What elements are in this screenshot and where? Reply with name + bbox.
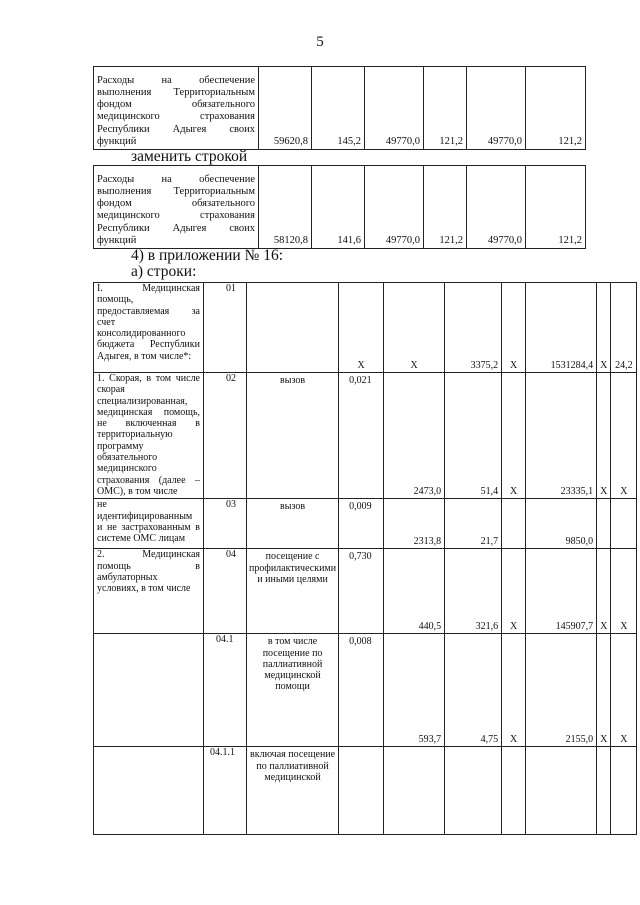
value-cell: X [597, 283, 611, 373]
row-norm [339, 747, 384, 835]
value-cell: 121,2 [424, 67, 467, 150]
row-code: 02 [204, 373, 247, 499]
row-code: 03 [204, 499, 247, 549]
row-description: не идентифицированным и не застрахованным в системе ОМС лицам [94, 499, 204, 549]
row-unit: включая посещение по паллиативной медицинской [247, 747, 339, 835]
value-cell: 9850,0 [526, 499, 597, 549]
table-after [93, 165, 586, 249]
value-cell: X [502, 373, 526, 499]
row-norm: 0,021 [339, 373, 384, 499]
value-cell [597, 747, 611, 835]
value-cell: 2473,0 [384, 373, 445, 499]
value-cell: X [611, 634, 637, 747]
row-description: Расходы на обеспечение выполнения Территориальным фондом обязательного медицинского страхования Республики Адыгея своих функций [94, 67, 259, 150]
value-cell: 49770,0 [467, 166, 526, 249]
row-description: Расходы на обеспечение выполнения Территориальным фондом обязательного медицинского страхования Республики Адыгея своих функций [94, 166, 259, 249]
value-cell: 2313,8 [384, 499, 445, 549]
value-cell: 145907,7 [526, 549, 597, 634]
appendix-table [93, 282, 637, 835]
table-row [94, 283, 637, 373]
row-code: 04.1.1 [204, 747, 247, 835]
value-cell: 1531284,4 [526, 283, 597, 373]
value-cell: 51,4 [445, 373, 502, 499]
value-cell: 440,5 [384, 549, 445, 634]
value-cell [526, 747, 597, 835]
value-cell: X [597, 634, 611, 747]
value-cell: 49770,0 [467, 67, 526, 150]
value-cell: X [502, 283, 526, 373]
row-unit: в том числе посещение по паллиативной медицинской помощи [247, 634, 339, 747]
page-number: 5 [316, 34, 324, 50]
row-norm: 0,008 [339, 634, 384, 747]
row-description: 1. Скорая, в том числе скорая специализированная, медицинская помощь, не включенная в территориальную программу обязательного медицинского страхования (далее – ОМС), в том числе [94, 373, 204, 499]
row-description [94, 634, 204, 747]
value-cell: 4,75 [445, 634, 502, 747]
table-row [94, 499, 637, 549]
row-unit: вызов [247, 373, 339, 499]
value-cell: X [597, 373, 611, 499]
value-cell [597, 499, 611, 549]
value-cell: 141,6 [312, 166, 365, 249]
value-cell: 49770,0 [365, 67, 424, 150]
value-cell [502, 747, 526, 835]
value-cell: 593,7 [384, 634, 445, 747]
table-row [94, 166, 586, 249]
value-cell: 49770,0 [365, 166, 424, 249]
value-cell: 2155,0 [526, 634, 597, 747]
value-cell: 321,6 [445, 549, 502, 634]
value-cell: 121,2 [424, 166, 467, 249]
value-cell: 121,2 [526, 67, 586, 150]
rows-heading: а) строки: [131, 263, 197, 280]
row-code: 04.1 [204, 634, 247, 747]
value-cell [384, 747, 445, 835]
row-description: I. Медицинская помощь, предоставляемая за счет консолидированного бюджета Республики Адыгея, в том числе*: [94, 283, 204, 373]
table-row [94, 634, 637, 747]
value-cell: 23335,1 [526, 373, 597, 499]
value-cell [445, 747, 502, 835]
value-cell: 3375,2 [445, 283, 502, 373]
appendix-heading: 4) в приложении № 16: [131, 247, 284, 264]
value-cell: X [597, 549, 611, 634]
value-cell: 21,7 [445, 499, 502, 549]
row-unit: вызов [247, 499, 339, 549]
value-cell: X [611, 549, 637, 634]
value-cell: 145,2 [312, 67, 365, 150]
table-row [94, 549, 637, 634]
value-cell [611, 747, 637, 835]
value-cell: X [384, 283, 445, 373]
row-norm: 0,730 [339, 549, 384, 634]
table-row [94, 747, 637, 835]
row-norm: 0,009 [339, 499, 384, 549]
value-cell: X [502, 634, 526, 747]
row-code: 01 [204, 283, 247, 373]
value-cell: X [502, 549, 526, 634]
value-cell: X [339, 283, 384, 373]
row-description: 2. Медицинская помощь в амбулаторных условиях, в том числе [94, 549, 204, 634]
value-cell: 121,2 [526, 166, 586, 249]
table-before [93, 66, 586, 150]
row-description [94, 747, 204, 835]
table-row [94, 67, 586, 150]
table-row [94, 373, 637, 499]
replace-heading: заменить строкой [131, 148, 248, 165]
value-cell: 59620,8 [259, 67, 312, 150]
value-cell: X [611, 373, 637, 499]
row-code: 04 [204, 549, 247, 634]
row-unit: посещение с профилактическими и иными целями [247, 549, 339, 634]
value-cell: 24,2 [611, 283, 637, 373]
value-cell [502, 499, 526, 549]
value-cell: 58120,8 [259, 166, 312, 249]
row-unit [247, 283, 339, 373]
value-cell [611, 499, 637, 549]
